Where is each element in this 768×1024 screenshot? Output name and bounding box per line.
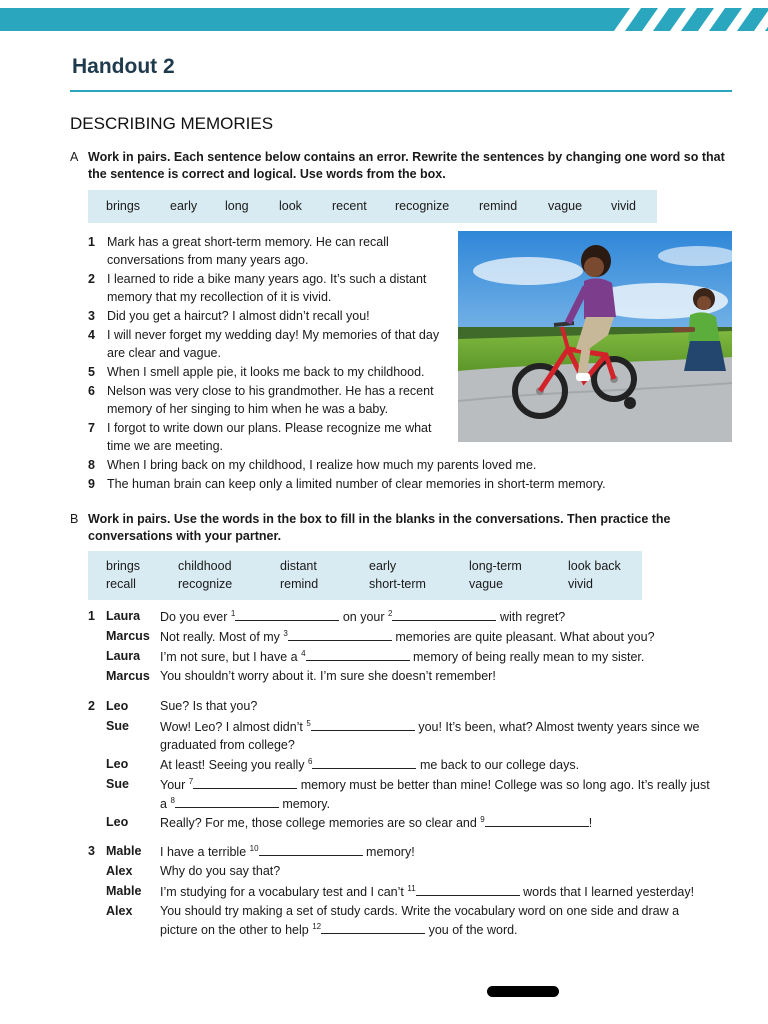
section-title: DESCRIBING MEMORIES [70, 114, 274, 133]
word: childhood [178, 559, 232, 573]
blank-12[interactable] [321, 920, 425, 934]
blank-4[interactable] [306, 647, 410, 661]
word: vivid [568, 577, 594, 591]
word: long-term [469, 559, 522, 573]
blank-9[interactable] [485, 813, 589, 827]
part-a-instructions [70, 149, 748, 183]
home-indicator[interactable] [487, 986, 559, 997]
word: vague [469, 577, 504, 591]
speaker: Laura [106, 649, 141, 663]
speaker: Mable [106, 884, 142, 898]
speaker: Leo [106, 815, 129, 829]
instruction-line: Work in pairs. Each sentence below contains an error. Rewrite the sentences by changing one word so that [88, 150, 725, 164]
header-stripes [608, 8, 768, 31]
blank-1[interactable] [235, 607, 339, 621]
speaker: Sue [106, 777, 129, 791]
word-box-b [88, 551, 642, 600]
blank-10[interactable] [259, 842, 363, 856]
blank-3[interactable] [288, 627, 392, 641]
word: short-term [369, 577, 426, 591]
part-b-instructions [70, 511, 748, 545]
list-item: 6 Nelson was very close to his grandmother. He has a recent memory of her singing to him when he was a baby. [88, 384, 434, 416]
speaker: Marcus [106, 629, 150, 643]
word: early [369, 559, 397, 573]
blank-6[interactable] [312, 755, 416, 769]
part-a-letter: A [70, 150, 79, 164]
speaker: Laura [106, 609, 141, 623]
list-item: 2 I learned to ride a bike many years ago. It’s such a distant memory that my recollection of it is vivid. [88, 272, 427, 304]
word: vague [548, 199, 583, 213]
word: remind [479, 199, 518, 213]
part-b-letter: B [70, 512, 79, 526]
title-rule [70, 90, 732, 92]
speaker: Mable [106, 844, 142, 858]
instruction-line: Work in pairs. Use the words in the box to fill in the blanks in the conversations. Then practice the [88, 512, 671, 526]
word-box-a [88, 190, 657, 223]
list-item: 5 When I smell apple pie, it looks me back to my childhood. [88, 365, 425, 379]
list-item: 4 I will never forget my wedding day! My memories of that day are clear and vague. [88, 328, 440, 360]
photo-child-riding-bike [458, 231, 732, 442]
word: remind [280, 577, 319, 591]
blank-2[interactable] [392, 607, 496, 621]
blank-11[interactable] [416, 882, 520, 896]
word: recognize [395, 199, 450, 213]
list-item: 9 The human brain can keep only a limited number of clear memories in short-term memory. [88, 477, 606, 491]
word: recognize [178, 577, 233, 591]
word: brings [106, 199, 141, 213]
word: recall [106, 577, 136, 591]
speaker: Alex [106, 904, 133, 918]
word: distant [280, 559, 317, 573]
word: brings [106, 559, 141, 573]
word: recent [332, 199, 367, 213]
speaker: Alex [106, 864, 133, 878]
page-title: Handout 2 [72, 55, 175, 78]
speaker: Leo [106, 699, 129, 713]
word: look [279, 199, 302, 213]
list-item: 7 I forgot to write down our plans. Please recognize me what time we are meeting. [88, 421, 432, 453]
blank-7[interactable] [193, 775, 297, 789]
list-item: 1 Mark has a great short-term memory. He can recall conversations from many years ago. [88, 235, 389, 267]
speaker: Marcus [106, 669, 150, 683]
speaker: Sue [106, 719, 129, 733]
word: long [225, 199, 249, 213]
blank-8[interactable] [175, 794, 279, 808]
blank-5[interactable] [311, 717, 415, 731]
list-item: 8 When I bring back on my childhood, I realize how much my parents loved me. [88, 458, 537, 472]
instruction-line: the sentence is correct and logical. Use words from the box. [88, 167, 446, 181]
speaker: Leo [106, 757, 129, 771]
instruction-line: conversations with your partner. [88, 529, 282, 543]
word: early [170, 199, 198, 213]
word: vivid [611, 199, 637, 213]
word: look back [568, 559, 621, 573]
list-item: 3 Did you get a haircut? I almost didn’t recall you! [88, 309, 370, 323]
